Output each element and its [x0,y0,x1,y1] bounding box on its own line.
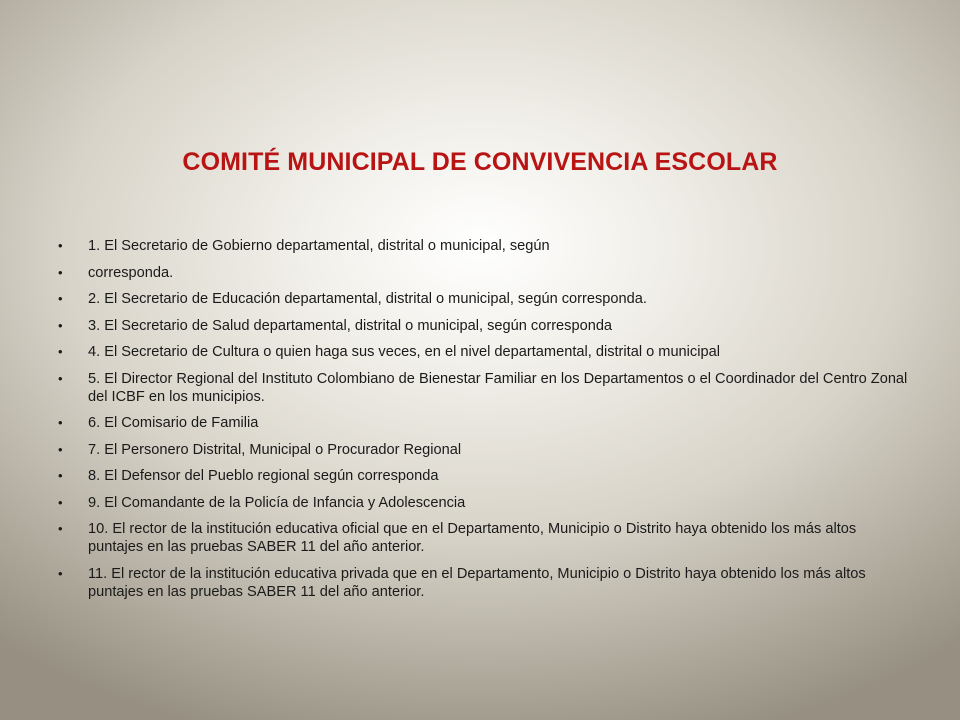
slide-title: COMITÉ MUNICIPAL DE CONVIVENCIA ESCOLAR [182,148,778,176]
list-item [58,264,908,282]
bullet-icon: • [58,238,63,253]
list-item [58,467,908,485]
list-item-text: corresponda. [88,264,174,281]
list-item [58,441,908,459]
list-item-text: 9. El Comandante de la Policía de Infancia y Adolescencia [88,494,466,511]
bullet-icon: • [58,441,63,457]
list-item-text: 1. El Secretario de Gobierno departamental, distrital o municipal, según [88,238,550,254]
list-item-text: 2. El Secretario de Educación departamental, distrital o municipal, según corresponda. [88,291,647,307]
list-item [58,414,908,432]
bullet-icon: • [58,494,63,510]
list-item-text: 7. El Personero Distrital, Municipal o Procurador Regional [88,441,462,458]
list-item-text: 5. El Director Regional del Instituto Colombiano de Bienestar Familiar en los Departamentos o el Coordinador del Centro Zonal del ICBF en los municipios. [88,370,908,405]
list-item-text: 8. El Defensor del Pueblo regional según corresponda [88,468,439,484]
list-item [58,520,908,556]
list-item-text: 4. El Secretario de Cultura o quien haga sus veces, en el nivel departamental, distrital o municipal [88,344,720,360]
list-item-text: 10. El rector de la institución educativa oficial que en el Departamento, Municipio o Distrito haya obtenido los más altos puntajes en las pruebas SABER 11 del año anterior. [88,521,857,555]
list-item [58,317,908,335]
bullet-icon: • [58,291,63,306]
bullet-icon: • [58,468,63,483]
list-item-text: 11. El rector de la institución educativa privada que en el Departamento, Municipio o Distrito haya obtenido los más altos puntajes en las pruebas SABER 11 del año anterior. [88,565,866,600]
bullet-list [58,237,908,609]
list-item [58,494,908,512]
list-item-text: 6. El Comisario de Familia [88,415,259,431]
bullet-icon: • [58,264,63,280]
bullet-icon: • [58,521,63,536]
list-item [58,370,908,406]
bullet-icon: • [58,565,63,581]
list-item [58,343,908,361]
list-item [58,237,908,255]
bullet-icon: • [58,344,63,359]
list-item-text: 3. El Secretario de Salud departamental, distrital o municipal, según corresponda [88,317,613,334]
list-item [58,565,908,601]
list-item [58,290,908,308]
bullet-icon: • [58,370,63,386]
bullet-icon: • [58,415,63,430]
bullet-icon: • [58,317,63,333]
